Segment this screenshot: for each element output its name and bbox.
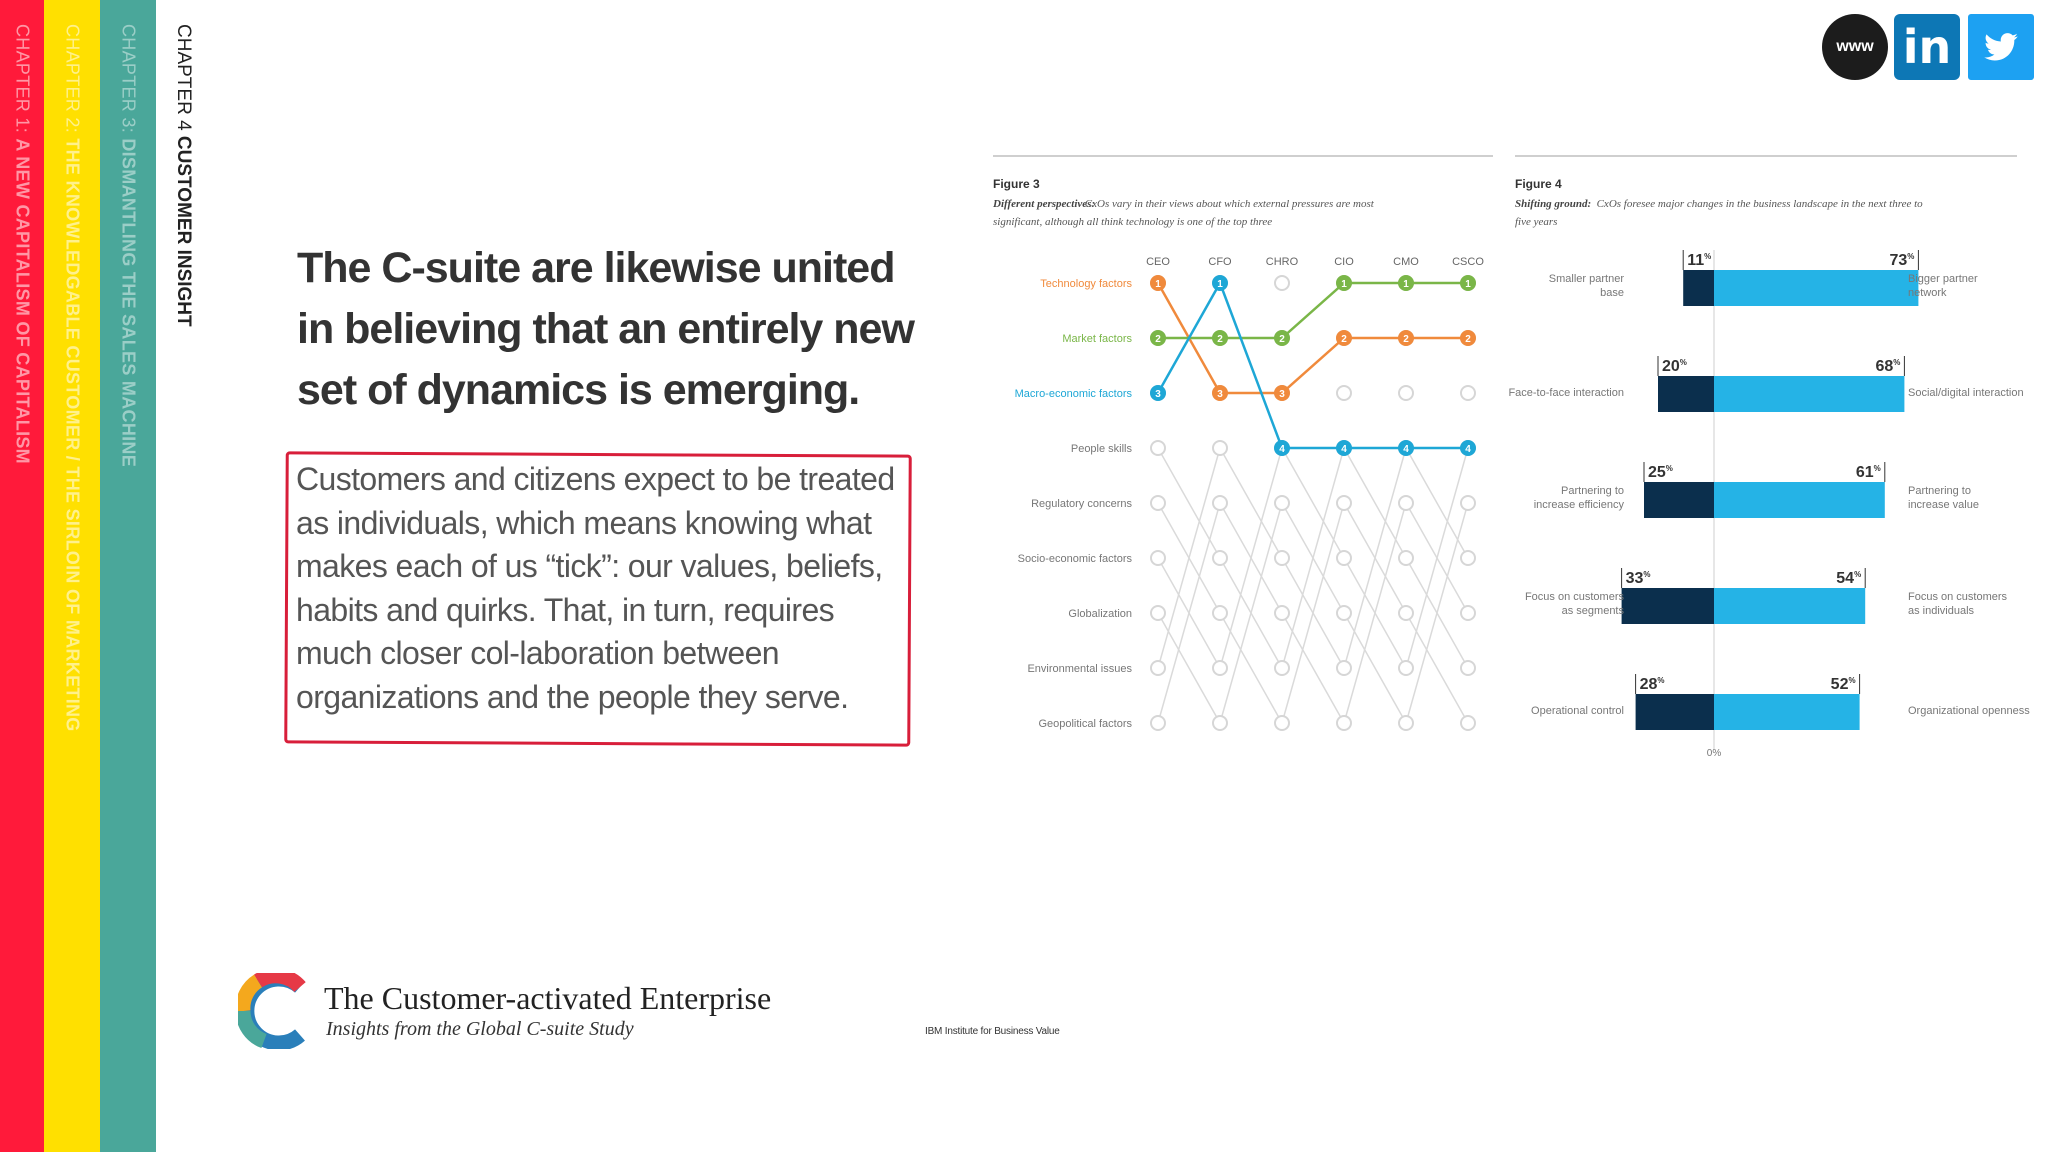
rank-number: 4: [1403, 444, 1409, 455]
row-label: People skills: [1070, 443, 1132, 455]
rank-number: 3: [1279, 389, 1285, 400]
rank-number: 1: [1403, 279, 1409, 290]
left-category-label: Face-to-face interaction: [1508, 387, 1624, 399]
chapter-1-tab[interactable]: [0, 0, 44, 1152]
row-label: Globalization: [1068, 608, 1132, 620]
figure-4-subtitle: CxOs foresee major changes in the business landscape in the next three to five years: [1515, 198, 1923, 228]
row-label: Regulatory concerns: [1031, 498, 1132, 510]
left-category-label: Focus on customers as segments: [1524, 591, 1624, 617]
rank-node-empty: [1461, 661, 1475, 675]
rank-node-empty: [1151, 606, 1165, 620]
value-right: 73%: [1889, 252, 1915, 269]
rank-number: 1: [1155, 279, 1161, 290]
chapter-2-label: CHAPTER 2: THE KNOWLEDGABLE CUSTOMER / THE SIRLOIN OF MARKETING: [62, 24, 83, 732]
value-left: 25%: [1648, 464, 1673, 481]
bar-right: [1714, 694, 1860, 730]
figure-3-title: Different perspectives:: [993, 198, 1096, 210]
bar-left: [1683, 270, 1714, 306]
right-category-label: Social/digital interaction: [1908, 387, 2024, 399]
right-category-label: Organizational openness: [1908, 705, 2030, 717]
rank-node-empty: [1213, 716, 1227, 730]
rank-number: 1: [1217, 279, 1223, 290]
rank-node-empty: [1151, 716, 1165, 730]
rank-node-empty: [1399, 551, 1413, 565]
figure-3-label: Figure 3: [993, 177, 1040, 191]
rank-number: 2: [1279, 334, 1285, 345]
value-right: 61%: [1855, 464, 1881, 481]
row-label: Geopolitical factors: [1038, 718, 1132, 730]
rank-number: 4: [1341, 444, 1347, 455]
rank-number: 1: [1465, 279, 1471, 290]
bar-left: [1644, 482, 1714, 518]
bar-left: [1622, 588, 1714, 624]
twitter-button[interactable]: [1968, 14, 2034, 80]
rank-node-empty: [1337, 496, 1351, 510]
rank-node-empty: [1399, 606, 1413, 620]
rank-node-empty: [1213, 441, 1227, 455]
axis-zero-label: 0%: [1706, 748, 1722, 759]
row-label: Technology factors: [1040, 278, 1132, 290]
role-header-cmo: CMO: [1393, 256, 1419, 268]
rank-number: 2: [1341, 334, 1347, 345]
brand-subtitle: Insights from the Global C-suite Study: [326, 1018, 634, 1040]
rank-node-empty: [1461, 716, 1475, 730]
value-left: 33%: [1625, 570, 1651, 587]
rank-number: 2: [1155, 334, 1161, 345]
value-left: 20%: [1662, 358, 1687, 375]
customer-activated-logo-icon: [238, 973, 308, 1049]
rank-number: 4: [1279, 444, 1285, 455]
bar-right: [1714, 270, 1918, 306]
bar-right: [1714, 376, 1904, 412]
bar-right: [1714, 482, 1885, 518]
value-right: 54%: [1836, 570, 1862, 587]
chapter-2-tab[interactable]: [44, 0, 100, 1152]
rank-number: 3: [1217, 389, 1223, 400]
rank-number: 3: [1155, 389, 1161, 400]
figure-4-chart: [1508, 250, 2030, 759]
rank-node-empty: [1461, 606, 1475, 620]
rank-node-empty: [1337, 716, 1351, 730]
rank-number: 2: [1465, 334, 1471, 345]
right-category-label: Bigger partner network: [1908, 273, 1978, 299]
rank-number: 1: [1341, 279, 1347, 290]
role-header-csco: CSCO: [1452, 256, 1484, 268]
rank-node-empty: [1275, 551, 1289, 565]
rank-node-empty: [1213, 606, 1227, 620]
ibm-credit: IBM Institute for Business Value: [925, 1026, 1060, 1037]
rank-node-empty: [1399, 496, 1413, 510]
rank-node-empty: [1399, 386, 1413, 400]
figure-4-label: Figure 4: [1515, 177, 1562, 191]
left-category-label: Partnering to increase efficiency: [1533, 485, 1624, 511]
rank-number: 4: [1465, 444, 1471, 455]
value-left: 28%: [1639, 676, 1665, 693]
bar-left: [1658, 376, 1714, 412]
rank-node-empty: [1399, 661, 1413, 675]
rank-node-empty: [1337, 661, 1351, 675]
www-icon: www: [1836, 38, 1874, 55]
row-label: Market factors: [1062, 333, 1132, 345]
left-category-label: Operational control: [1531, 705, 1624, 717]
headline: The C-suite are likewise united in believing that an entirely new set of dynamics is emerging.: [297, 244, 914, 414]
chapter-4-label: CHAPTER 4 CUSTOMER INSIGHT: [173, 24, 194, 327]
rank-node-empty: [1275, 606, 1289, 620]
value-left: 11%: [1687, 252, 1712, 269]
rank-number: 2: [1403, 334, 1409, 345]
website-button[interactable]: [1822, 14, 1888, 80]
rank-node-empty: [1337, 551, 1351, 565]
rank-node-empty: [1275, 496, 1289, 510]
rank-node-empty: [1337, 606, 1351, 620]
right-category-label: Focus on customers as individuals: [1908, 591, 2008, 617]
rank-node-empty: [1151, 441, 1165, 455]
chapter-3-label: CHAPTER 3: DISMANTLING THE SALES MACHINE: [118, 24, 139, 468]
rank-node-empty: [1461, 386, 1475, 400]
value-right: 68%: [1875, 358, 1901, 375]
rank-node-empty: [1151, 496, 1165, 510]
rank-node-empty: [1275, 716, 1289, 730]
figure-3-chart: [1015, 256, 1485, 730]
row-label: Macro-economic factors: [1014, 388, 1132, 400]
role-header-ceo: CEO: [1146, 256, 1170, 268]
row-label: Environmental issues: [1027, 663, 1132, 675]
quote-text: Customers and citizens expect to be treated as individuals, which means knowing what makes each of us “tick”: our values, beliefs, habits and quirks. That, in turn, requires much closer col-laboration between organizations and the people they serve.: [296, 461, 895, 715]
rank-node-empty: [1213, 496, 1227, 510]
linkedin-icon: in: [1902, 20, 1952, 74]
rank-node-empty: [1213, 551, 1227, 565]
rank-node-empty: [1151, 661, 1165, 675]
linkedin-button[interactable]: [1894, 14, 1960, 80]
bar-left: [1636, 694, 1714, 730]
chapter-3-tab[interactable]: [100, 0, 156, 1152]
rank-number: 2: [1217, 334, 1223, 345]
role-header-cio: CIO: [1334, 256, 1354, 268]
brand-title: The Customer-activated Enterprise: [324, 980, 772, 1016]
rank-node-empty: [1213, 661, 1227, 675]
role-header-chro: CHRO: [1265, 256, 1299, 268]
rank-node-empty: [1399, 716, 1413, 730]
bar-right: [1714, 588, 1865, 624]
rank-node-empty: [1275, 661, 1289, 675]
role-header-cfo: CFO: [1208, 256, 1232, 268]
figure-4-title: Shifting ground:: [1515, 198, 1592, 210]
rank-node-empty: [1461, 551, 1475, 565]
row-label: Socio-economic factors: [1017, 553, 1132, 565]
rank-node-empty: [1151, 551, 1165, 565]
rank-node-empty: [1461, 496, 1475, 510]
right-category-label: Partnering to increase value: [1908, 485, 1979, 511]
chapter-1-label: CHAPTER 1: A NEW CAPITALISM OF CAPITALISM: [12, 24, 33, 464]
rank-node-empty: [1337, 386, 1351, 400]
rank-node-empty: [1275, 276, 1289, 290]
value-right: 52%: [1830, 676, 1856, 693]
twitter-icon: [1984, 33, 2018, 61]
left-category-label: Smaller partner base: [1548, 273, 1624, 299]
figures-area: [990, 150, 2030, 770]
figure-3-subtitle: CxOs vary in their views about which external pressures are most significant, although all think technology is one of the top three: [993, 198, 1374, 228]
